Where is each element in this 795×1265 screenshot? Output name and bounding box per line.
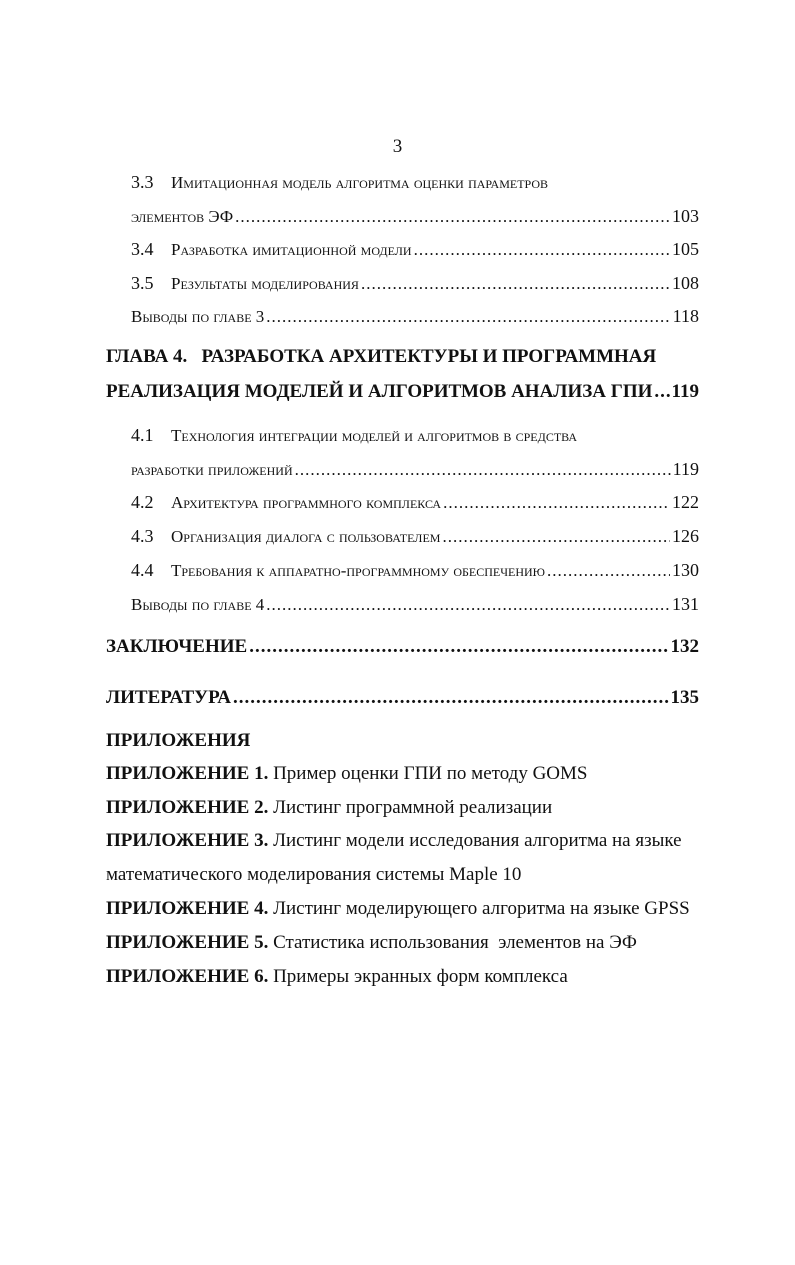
toc-entry-3-4: [131, 239, 699, 260]
appendix-3: [106, 830, 682, 852]
toc-entry-conclusions-3: [131, 306, 699, 327]
toc-section-title: Организация диалога с пользователем: [171, 527, 441, 546]
toc-chapter-4-line1: [106, 346, 699, 368]
toc-entry-conclusions-4: [131, 594, 699, 615]
appendix-text: Листинг программной реализации: [268, 797, 553, 818]
toc-chapter-title-cont: РЕАЛИЗАЦИЯ МОДЕЛЕЙ И АЛГОРИТМОВ АНАЛИЗА ГПИ: [106, 381, 653, 402]
toc-section-title: Разработка имитационной модели: [171, 240, 412, 259]
toc-leader-dots: [235, 207, 670, 227]
toc-leader-dots: [266, 595, 670, 615]
toc-section-title: Архитектура программного комплекса: [171, 493, 442, 512]
toc-page-number: 118: [672, 306, 699, 326]
appendix-text: Листинг моделирующего алгоритма на языке GPSS: [268, 898, 690, 919]
appendix-label: ПРИЛОЖЕНИЕ 4.: [106, 898, 269, 919]
toc-entry-4-1: [131, 425, 699, 446]
toc-page-number: 122: [672, 492, 699, 512]
toc-page-number: 108: [672, 273, 699, 293]
appendix-label: ПРИЛОЖЕНИЕ 6.: [106, 966, 269, 987]
appendix-5: [106, 932, 637, 954]
appendix-6: [106, 966, 568, 988]
appendix-label: ПРИЛОЖЕНИЕ 3.: [106, 830, 269, 851]
toc-section-title-cont: разработки приложений: [131, 460, 293, 479]
toc-section-number: 3.5: [131, 273, 154, 293]
toc-entry-literature: [106, 687, 699, 709]
appendix-3-cont: [106, 864, 521, 886]
page-number: 3: [392, 136, 403, 157]
toc-page-number: 105: [672, 239, 699, 259]
appendix-text: Статистика использования элементов на ЭФ: [268, 932, 637, 953]
toc-page-number: 119: [672, 459, 699, 479]
toc-entry-3-5: [131, 273, 699, 294]
toc-leader-dots: [414, 240, 670, 260]
toc-page-number: 131: [672, 594, 699, 614]
toc-leader-dots: [654, 381, 669, 403]
toc-chapter-title: ЗАКЛЮЧЕНИЕ: [106, 636, 248, 657]
toc-section-number: 4.1: [131, 425, 154, 445]
appendix-label: ПРИЛОЖЕНИЕ 1.: [106, 763, 269, 784]
toc-section-title: Выводы по главе 3: [131, 307, 265, 326]
toc-page-number: 119: [671, 381, 699, 402]
toc-page-number: 130: [672, 560, 699, 580]
toc-leader-dots: [443, 493, 670, 513]
appendix-label: ПРИЛОЖЕНИЕ 5.: [106, 932, 269, 953]
appendix-text: Примеры экранных форм комплекса: [268, 966, 568, 987]
toc-chapter-4-line2: [106, 381, 699, 403]
toc-leader-dots: [249, 636, 668, 658]
toc-entry-3-3-cont: [131, 206, 699, 227]
toc-page-number: 103: [672, 206, 699, 226]
toc-entry-conclusion: [106, 636, 699, 658]
appendix-label: ПРИЛОЖЕНИЕ 2.: [106, 797, 269, 818]
toc-section-title: Технология интеграции моделей и алгоритмов в средства: [171, 426, 578, 445]
toc-section-number: 3.3: [131, 172, 154, 192]
toc-section-number: 4.3: [131, 526, 154, 546]
toc-leader-dots: [233, 687, 668, 709]
toc-entry-4-2: [131, 492, 699, 513]
toc-chapter-title: ГЛАВА 4. РАЗРАБОТКА АРХИТЕКТУРЫ И ПРОГРАММНАЯ: [106, 346, 657, 367]
toc-leader-dots: [295, 460, 671, 480]
toc-page-number: 132: [670, 636, 699, 657]
toc-page-number: 135: [670, 687, 699, 708]
toc-leader-dots: [266, 307, 670, 327]
toc-section-number: 4.2: [131, 492, 154, 512]
appendix-text: Пример оценки ГПИ по методу GOMS: [268, 763, 588, 784]
toc-entry-4-4: [131, 560, 699, 581]
appendix-2: [106, 797, 552, 819]
appendix-text: Листинг модели исследования алгоритма на языке: [268, 830, 682, 851]
appendix-4: [106, 898, 690, 920]
toc-entry-3-3: [131, 172, 699, 193]
appendix-1: [106, 763, 587, 785]
toc-page-number: 126: [672, 526, 699, 546]
appendices-heading: ПРИЛОЖЕНИЯ: [106, 730, 251, 751]
toc-section-title-cont: элементов ЭФ: [131, 207, 234, 226]
toc-chapter-title: ЛИТЕРАТУРА: [106, 687, 232, 708]
toc-section-number: 3.4: [131, 239, 154, 259]
toc-leader-dots: [442, 527, 670, 547]
toc-entry-4-3: [131, 526, 699, 547]
toc-section-title: Требования к аппаратно-программному обеспечению: [171, 561, 546, 580]
toc-section-number: 4.4: [131, 560, 154, 580]
toc-leader-dots: [361, 274, 670, 294]
toc-section-title: Выводы по главе 4: [131, 595, 265, 614]
appendix-text-cont: математического моделирования системы Maple 10: [106, 864, 522, 885]
toc-section-title: Имитационная модель алгоритма оценки параметров: [171, 173, 549, 192]
toc-leader-dots: [547, 561, 670, 581]
toc-section-title: Результаты моделирования: [171, 274, 359, 293]
toc-entry-4-1-cont: [131, 459, 699, 480]
